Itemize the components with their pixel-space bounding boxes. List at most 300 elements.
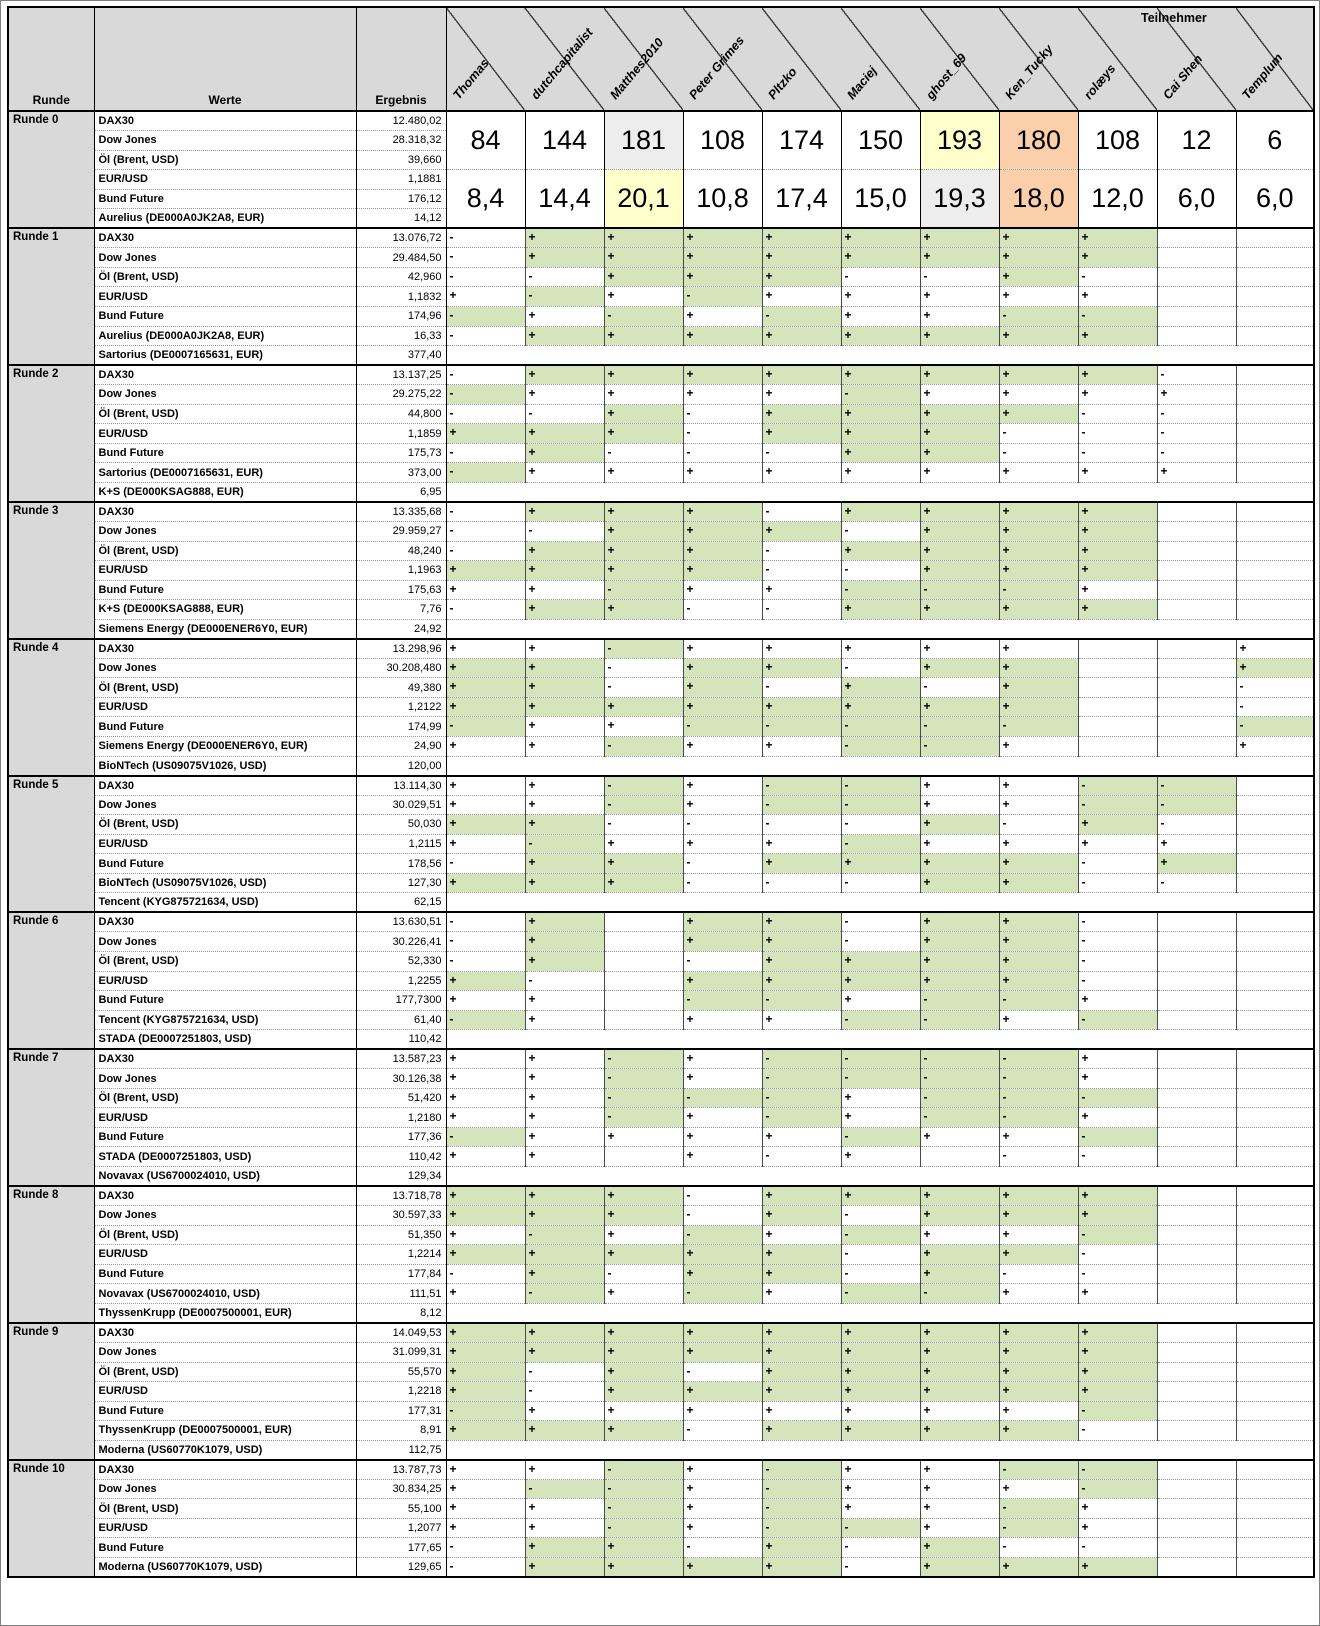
score-points-cell[interactable]: 174 <box>762 111 841 170</box>
participant-header-peter-grimes[interactable] <box>683 7 762 111</box>
prediction-cell[interactable]: + <box>762 580 841 600</box>
prediction-cell[interactable] <box>1157 1382 1236 1402</box>
prediction-cell[interactable]: + <box>841 404 920 424</box>
prediction-cell[interactable]: + <box>525 1264 604 1284</box>
prediction-cell[interactable]: + <box>525 639 604 659</box>
prediction-cell[interactable]: - <box>525 1362 604 1382</box>
prediction-cell[interactable]: + <box>683 502 762 522</box>
prediction-cell[interactable]: + <box>683 1499 762 1519</box>
prediction-cell[interactable] <box>1236 1264 1314 1284</box>
result-value[interactable]: 14.049,53 <box>356 1323 446 1343</box>
prediction-cell[interactable]: + <box>604 424 683 444</box>
prediction-cell[interactable]: + <box>841 952 920 972</box>
result-value[interactable]: 177,31 <box>356 1401 446 1421</box>
prediction-cell[interactable]: + <box>762 1401 841 1421</box>
prediction-cell[interactable]: - <box>841 1069 920 1089</box>
prediction-cell[interactable]: + <box>999 385 1078 405</box>
prediction-cell[interactable]: - <box>841 521 920 541</box>
prediction-cell[interactable] <box>1236 1342 1314 1362</box>
prediction-cell[interactable]: - <box>920 1010 999 1030</box>
prediction-cell[interactable]: - <box>446 404 525 424</box>
prediction-cell[interactable]: - <box>604 795 683 815</box>
prediction-cell[interactable]: + <box>446 1245 525 1265</box>
instrument-name[interactable]: Sartorius (DE0007165631, EUR) <box>94 463 356 483</box>
prediction-cell[interactable]: + <box>525 737 604 757</box>
prediction-cell[interactable]: + <box>446 1147 525 1167</box>
prediction-cell[interactable]: + <box>841 854 920 874</box>
prediction-cell[interactable] <box>1236 834 1314 854</box>
prediction-cell[interactable]: + <box>920 854 999 874</box>
instrument-name[interactable]: Dow Jones <box>94 248 356 268</box>
score-points-cell[interactable]: 84 <box>446 111 525 170</box>
instrument-name[interactable]: Bund Future <box>94 443 356 463</box>
result-value[interactable]: 31.099,31 <box>356 1342 446 1362</box>
prediction-cell[interactable]: - <box>525 287 604 307</box>
instrument-name[interactable]: K+S (DE000KSAG888, EUR) <box>94 600 356 620</box>
result-value[interactable]: 129,34 <box>356 1167 446 1187</box>
prediction-cell[interactable]: - <box>446 365 525 385</box>
prediction-cell[interactable]: - <box>762 991 841 1011</box>
prediction-cell[interactable] <box>1236 326 1314 346</box>
prediction-cell[interactable]: + <box>1078 463 1157 483</box>
instrument-name[interactable]: Novavax (US6700024010, USD) <box>94 1284 356 1304</box>
prediction-cell[interactable]: + <box>762 521 841 541</box>
prediction-cell[interactable]: - <box>446 228 525 248</box>
prediction-cell[interactable] <box>1157 580 1236 600</box>
round-label[interactable]: Runde 9 <box>8 1323 94 1460</box>
empty-prediction-row[interactable] <box>446 619 1314 639</box>
instrument-name[interactable]: K+S (DE000KSAG888, EUR) <box>94 482 356 502</box>
prediction-cell[interactable]: + <box>446 737 525 757</box>
instrument-name[interactable]: Sartorius (DE0007165631, EUR) <box>94 346 356 366</box>
empty-prediction-row[interactable] <box>446 893 1314 913</box>
prediction-cell[interactable]: + <box>999 1284 1078 1304</box>
prediction-cell[interactable]: + <box>841 600 920 620</box>
prediction-cell[interactable]: + <box>999 1479 1078 1499</box>
instrument-name[interactable]: Dow Jones <box>94 795 356 815</box>
prediction-cell[interactable]: + <box>446 678 525 698</box>
prediction-cell[interactable]: - <box>1078 912 1157 932</box>
prediction-cell[interactable]: + <box>920 365 999 385</box>
prediction-cell[interactable]: + <box>920 1225 999 1245</box>
prediction-cell[interactable] <box>1157 1088 1236 1108</box>
prediction-cell[interactable]: + <box>525 306 604 326</box>
prediction-cell[interactable]: + <box>999 834 1078 854</box>
prediction-cell[interactable] <box>1236 912 1314 932</box>
prediction-cell[interactable] <box>604 912 683 932</box>
prediction-cell[interactable]: + <box>446 991 525 1011</box>
prediction-cell[interactable]: - <box>1078 971 1157 991</box>
prediction-cell[interactable]: + <box>683 561 762 581</box>
prediction-cell[interactable]: + <box>999 971 1078 991</box>
prediction-cell[interactable]: + <box>920 815 999 835</box>
prediction-cell[interactable]: + <box>446 1284 525 1304</box>
prediction-cell[interactable]: - <box>999 1108 1078 1128</box>
prediction-cell[interactable]: + <box>683 1382 762 1402</box>
prediction-cell[interactable]: + <box>1078 287 1157 307</box>
result-value[interactable]: 13.718,78 <box>356 1186 446 1206</box>
result-value[interactable]: 112,75 <box>356 1440 446 1460</box>
prediction-cell[interactable] <box>1157 521 1236 541</box>
prediction-cell[interactable] <box>1236 561 1314 581</box>
prediction-cell[interactable]: - <box>446 1538 525 1558</box>
prediction-cell[interactable]: + <box>446 1479 525 1499</box>
prediction-cell[interactable]: - <box>762 776 841 796</box>
empty-prediction-row[interactable] <box>446 1303 1314 1323</box>
prediction-cell[interactable]: + <box>525 717 604 737</box>
prediction-cell[interactable]: + <box>604 1557 683 1577</box>
result-value[interactable]: 111,51 <box>356 1284 446 1304</box>
prediction-cell[interactable] <box>1157 1538 1236 1558</box>
round-label[interactable]: Runde 10 <box>8 1460 94 1577</box>
instrument-name[interactable]: Bund Future <box>94 306 356 326</box>
result-value[interactable]: 30.126,38 <box>356 1069 446 1089</box>
prediction-cell[interactable]: + <box>683 737 762 757</box>
prediction-cell[interactable]: - <box>1078 1538 1157 1558</box>
prediction-cell[interactable]: + <box>683 385 762 405</box>
prediction-cell[interactable]: + <box>525 873 604 893</box>
prediction-cell[interactable]: - <box>525 834 604 854</box>
prediction-cell[interactable]: - <box>525 1225 604 1245</box>
prediction-cell[interactable]: - <box>762 717 841 737</box>
prediction-cell[interactable] <box>1157 1499 1236 1519</box>
prediction-cell[interactable] <box>1236 385 1314 405</box>
prediction-cell[interactable]: + <box>525 1127 604 1147</box>
prediction-cell[interactable]: - <box>920 267 999 287</box>
prediction-cell[interactable]: + <box>683 912 762 932</box>
prediction-cell[interactable]: + <box>841 1499 920 1519</box>
prediction-cell[interactable]: + <box>683 1069 762 1089</box>
prediction-cell[interactable]: - <box>999 1460 1078 1480</box>
prediction-cell[interactable]: + <box>841 287 920 307</box>
prediction-cell[interactable]: + <box>604 873 683 893</box>
prediction-cell[interactable]: + <box>841 991 920 1011</box>
prediction-cell[interactable] <box>1157 1010 1236 1030</box>
result-value[interactable]: 174,96 <box>356 306 446 326</box>
prediction-cell[interactable]: - <box>762 561 841 581</box>
prediction-cell[interactable]: + <box>683 1401 762 1421</box>
result-value[interactable]: 7,76 <box>356 600 446 620</box>
prediction-cell[interactable]: + <box>683 326 762 346</box>
prediction-cell[interactable]: + <box>604 1186 683 1206</box>
prediction-cell[interactable]: + <box>525 1069 604 1089</box>
prediction-cell[interactable]: + <box>604 1323 683 1343</box>
prediction-cell[interactable]: + <box>525 1147 604 1167</box>
prediction-cell[interactable]: + <box>604 1362 683 1382</box>
prediction-cell[interactable]: + <box>525 541 604 561</box>
prediction-cell[interactable]: + <box>762 932 841 952</box>
prediction-cell[interactable]: - <box>999 1499 1078 1519</box>
prediction-cell[interactable]: - <box>446 326 525 346</box>
result-value[interactable]: 1,2115 <box>356 834 446 854</box>
prediction-cell[interactable]: + <box>999 541 1078 561</box>
instrument-name[interactable]: Dow Jones <box>94 1069 356 1089</box>
prediction-cell[interactable]: - <box>446 1401 525 1421</box>
prediction-cell[interactable]: - <box>525 267 604 287</box>
prediction-cell[interactable]: - <box>841 1538 920 1558</box>
result-value[interactable]: 16,33 <box>356 326 446 346</box>
prediction-cell[interactable] <box>1236 521 1314 541</box>
prediction-cell[interactable]: - <box>683 287 762 307</box>
prediction-cell[interactable]: - <box>446 385 525 405</box>
instrument-name[interactable]: Bund Future <box>94 1127 356 1147</box>
prediction-cell[interactable]: - <box>604 678 683 698</box>
prediction-cell[interactable]: - <box>604 639 683 659</box>
prediction-cell[interactable] <box>1078 717 1157 737</box>
prediction-cell[interactable]: + <box>683 932 762 952</box>
prediction-cell[interactable]: + <box>525 912 604 932</box>
prediction-cell[interactable] <box>1236 1323 1314 1343</box>
prediction-cell[interactable]: - <box>920 737 999 757</box>
prediction-cell[interactable]: + <box>446 697 525 717</box>
score-points-cell[interactable]: 180 <box>999 111 1078 170</box>
prediction-cell[interactable] <box>1157 1206 1236 1226</box>
prediction-cell[interactable]: - <box>525 521 604 541</box>
prediction-cell[interactable]: - <box>999 306 1078 326</box>
instrument-name[interactable]: EUR/USD <box>94 424 356 444</box>
instrument-name[interactable]: Siemens Energy (DE000ENER6Y0, EUR) <box>94 737 356 757</box>
prediction-cell[interactable]: + <box>1078 1382 1157 1402</box>
prediction-cell[interactable]: + <box>604 365 683 385</box>
prediction-cell[interactable] <box>1236 1538 1314 1558</box>
prediction-cell[interactable]: - <box>762 600 841 620</box>
prediction-cell[interactable] <box>1157 912 1236 932</box>
prediction-cell[interactable] <box>1157 1479 1236 1499</box>
instrument-name[interactable]: DAX30 <box>94 502 356 522</box>
prediction-cell[interactable] <box>1236 815 1314 835</box>
prediction-cell[interactable]: + <box>604 541 683 561</box>
prediction-cell[interactable]: + <box>525 1460 604 1480</box>
prediction-cell[interactable] <box>1157 952 1236 972</box>
prediction-cell[interactable]: - <box>999 1088 1078 1108</box>
prediction-cell[interactable]: - <box>999 1264 1078 1284</box>
prediction-cell[interactable]: + <box>920 287 999 307</box>
prediction-cell[interactable]: - <box>762 873 841 893</box>
prediction-cell[interactable]: - <box>683 991 762 1011</box>
result-value[interactable]: 49,380 <box>356 678 446 698</box>
prediction-cell[interactable]: + <box>1078 991 1157 1011</box>
instrument-name[interactable]: Bund Future <box>94 1264 356 1284</box>
prediction-cell[interactable]: + <box>999 248 1078 268</box>
prediction-cell[interactable]: + <box>841 1186 920 1206</box>
score-avg-cell[interactable]: 8,4 <box>446 170 525 229</box>
instrument-name[interactable]: Bund Future <box>94 580 356 600</box>
score-avg-cell[interactable]: 6,0 <box>1157 170 1236 229</box>
instrument-name[interactable]: EUR/USD <box>94 971 356 991</box>
prediction-cell[interactable]: + <box>1078 1499 1157 1519</box>
prediction-cell[interactable]: + <box>1078 1557 1157 1577</box>
prediction-cell[interactable] <box>1236 991 1314 1011</box>
prediction-cell[interactable] <box>1236 443 1314 463</box>
prediction-cell[interactable]: + <box>841 697 920 717</box>
prediction-cell[interactable]: - <box>1078 1264 1157 1284</box>
prediction-cell[interactable]: + <box>1157 463 1236 483</box>
prediction-cell[interactable]: + <box>920 776 999 796</box>
prediction-cell[interactable]: - <box>920 1069 999 1089</box>
prediction-cell[interactable]: - <box>762 678 841 698</box>
prediction-cell[interactable] <box>1157 248 1236 268</box>
prediction-cell[interactable]: + <box>1078 502 1157 522</box>
prediction-cell[interactable]: - <box>683 815 762 835</box>
prediction-cell[interactable] <box>1157 306 1236 326</box>
prediction-cell[interactable]: + <box>841 1323 920 1343</box>
prediction-cell[interactable]: + <box>920 1186 999 1206</box>
prediction-cell[interactable]: + <box>525 1323 604 1343</box>
prediction-cell[interactable]: + <box>525 1401 604 1421</box>
prediction-cell[interactable]: - <box>683 443 762 463</box>
prediction-cell[interactable]: + <box>920 1479 999 1499</box>
prediction-cell[interactable]: - <box>1078 952 1157 972</box>
result-value[interactable]: 13.114,30 <box>356 776 446 796</box>
instrument-name[interactable]: DAX30 <box>94 1186 356 1206</box>
prediction-cell[interactable]: + <box>683 1460 762 1480</box>
prediction-cell[interactable] <box>1236 1460 1314 1480</box>
prediction-cell[interactable] <box>1157 697 1236 717</box>
prediction-cell[interactable]: + <box>683 1127 762 1147</box>
prediction-cell[interactable] <box>1236 1010 1314 1030</box>
result-value[interactable]: 13.335,68 <box>356 502 446 522</box>
instrument-name[interactable]: EUR/USD <box>94 1245 356 1265</box>
prediction-cell[interactable]: + <box>762 1284 841 1304</box>
instrument-name[interactable]: Moderna (US60770K1079, USD) <box>94 1557 356 1577</box>
result-value[interactable]: 13.587,23 <box>356 1049 446 1069</box>
instrument-name[interactable]: Dow Jones <box>94 521 356 541</box>
prediction-cell[interactable]: - <box>999 991 1078 1011</box>
prediction-cell[interactable]: + <box>1236 658 1314 678</box>
prediction-cell[interactable]: - <box>1157 795 1236 815</box>
prediction-cell[interactable] <box>1157 541 1236 561</box>
prediction-cell[interactable] <box>1157 1557 1236 1577</box>
prediction-cell[interactable]: + <box>525 443 604 463</box>
prediction-cell[interactable]: - <box>604 1518 683 1538</box>
prediction-cell[interactable]: - <box>446 717 525 737</box>
prediction-cell[interactable]: + <box>999 1245 1078 1265</box>
prediction-cell[interactable]: + <box>841 1088 920 1108</box>
prediction-cell[interactable] <box>1236 932 1314 952</box>
prediction-cell[interactable]: + <box>920 326 999 346</box>
prediction-cell[interactable] <box>1157 1245 1236 1265</box>
prediction-cell[interactable] <box>1236 228 1314 248</box>
prediction-cell[interactable]: + <box>683 463 762 483</box>
prediction-cell[interactable]: + <box>1157 854 1236 874</box>
prediction-cell[interactable]: - <box>920 1088 999 1108</box>
prediction-cell[interactable] <box>1236 267 1314 287</box>
prediction-cell[interactable] <box>604 932 683 952</box>
prediction-cell[interactable] <box>1157 1186 1236 1206</box>
instrument-name[interactable]: Bund Future <box>94 991 356 1011</box>
result-value[interactable]: 377,40 <box>356 346 446 366</box>
prediction-cell[interactable]: - <box>762 1049 841 1069</box>
prediction-cell[interactable]: + <box>762 834 841 854</box>
prediction-cell[interactable]: + <box>446 658 525 678</box>
prediction-cell[interactable]: + <box>920 1538 999 1558</box>
result-value[interactable]: 51,350 <box>356 1225 446 1245</box>
prediction-cell[interactable] <box>1157 561 1236 581</box>
prediction-cell[interactable]: + <box>1078 815 1157 835</box>
prediction-cell[interactable] <box>1236 1499 1314 1519</box>
instrument-name[interactable]: Bund Future <box>94 717 356 737</box>
prediction-cell[interactable]: + <box>762 404 841 424</box>
prediction-cell[interactable]: - <box>683 1225 762 1245</box>
prediction-cell[interactable]: + <box>920 1323 999 1343</box>
prediction-cell[interactable] <box>1157 658 1236 678</box>
prediction-cell[interactable] <box>1157 971 1236 991</box>
prediction-cell[interactable]: - <box>920 717 999 737</box>
instrument-name[interactable]: EUR/USD <box>94 1108 356 1128</box>
prediction-cell[interactable]: - <box>683 600 762 620</box>
prediction-cell[interactable]: + <box>920 248 999 268</box>
prediction-cell[interactable] <box>1236 287 1314 307</box>
prediction-cell[interactable]: - <box>604 1460 683 1480</box>
result-value[interactable]: 177,84 <box>356 1264 446 1284</box>
result-value[interactable]: 42,960 <box>356 267 446 287</box>
prediction-cell[interactable]: + <box>920 502 999 522</box>
prediction-cell[interactable]: - <box>841 1049 920 1069</box>
prediction-cell[interactable]: + <box>604 854 683 874</box>
instrument-name[interactable]: EUR/USD <box>94 1518 356 1538</box>
prediction-cell[interactable]: + <box>525 815 604 835</box>
instrument-name[interactable]: DAX30 <box>94 639 356 659</box>
prediction-cell[interactable]: + <box>525 424 604 444</box>
prediction-cell[interactable]: + <box>1078 600 1157 620</box>
result-value[interactable]: 110,42 <box>356 1147 446 1167</box>
prediction-cell[interactable]: + <box>762 1421 841 1441</box>
instrument-name[interactable]: STADA (DE0007251803, USD) <box>94 1030 356 1050</box>
empty-prediction-row[interactable] <box>446 346 1314 366</box>
result-value[interactable]: 129,65 <box>356 1557 446 1577</box>
result-value[interactable]: 24,90 <box>356 737 446 757</box>
prediction-cell[interactable]: - <box>762 1147 841 1167</box>
prediction-cell[interactable]: + <box>920 1342 999 1362</box>
prediction-cell[interactable]: + <box>683 1264 762 1284</box>
prediction-cell[interactable]: + <box>920 1362 999 1382</box>
prediction-cell[interactable]: + <box>999 267 1078 287</box>
prediction-cell[interactable]: + <box>920 1401 999 1421</box>
prediction-cell[interactable]: + <box>762 1362 841 1382</box>
result-value[interactable]: 127,30 <box>356 873 446 893</box>
instrument-name[interactable]: Dow Jones <box>94 1479 356 1499</box>
instrument-name[interactable]: Dow Jones <box>94 1206 356 1226</box>
prediction-cell[interactable] <box>1157 502 1236 522</box>
prediction-cell[interactable]: + <box>525 1010 604 1030</box>
instrument-name[interactable]: Öl (Brent, USD) <box>94 1088 356 1108</box>
prediction-cell[interactable]: + <box>999 502 1078 522</box>
prediction-cell[interactable]: + <box>683 267 762 287</box>
prediction-cell[interactable]: + <box>525 697 604 717</box>
prediction-cell[interactable]: + <box>525 365 604 385</box>
result-value[interactable]: 61,40 <box>356 1010 446 1030</box>
prediction-cell[interactable]: - <box>525 1284 604 1304</box>
prediction-cell[interactable]: + <box>446 1518 525 1538</box>
prediction-cell[interactable]: + <box>604 1382 683 1402</box>
prediction-cell[interactable]: + <box>920 873 999 893</box>
prediction-cell[interactable]: - <box>604 815 683 835</box>
participant-header-matthes2010[interactable] <box>604 7 683 111</box>
instrument-name[interactable]: EUR/USD <box>94 1382 356 1402</box>
prediction-cell[interactable]: + <box>604 463 683 483</box>
prediction-cell[interactable]: + <box>841 248 920 268</box>
prediction-cell[interactable]: + <box>762 658 841 678</box>
participant-header-templum[interactable] <box>1236 7 1314 111</box>
instrument-name[interactable]: Öl (Brent, USD) <box>94 150 356 170</box>
prediction-cell[interactable]: + <box>446 1460 525 1480</box>
prediction-cell[interactable]: - <box>683 1186 762 1206</box>
prediction-cell[interactable]: + <box>1157 385 1236 405</box>
score-avg-cell[interactable]: 12,0 <box>1078 170 1157 229</box>
result-value[interactable]: 1,2255 <box>356 971 446 991</box>
prediction-cell[interactable]: + <box>762 1382 841 1402</box>
prediction-cell[interactable]: + <box>525 561 604 581</box>
